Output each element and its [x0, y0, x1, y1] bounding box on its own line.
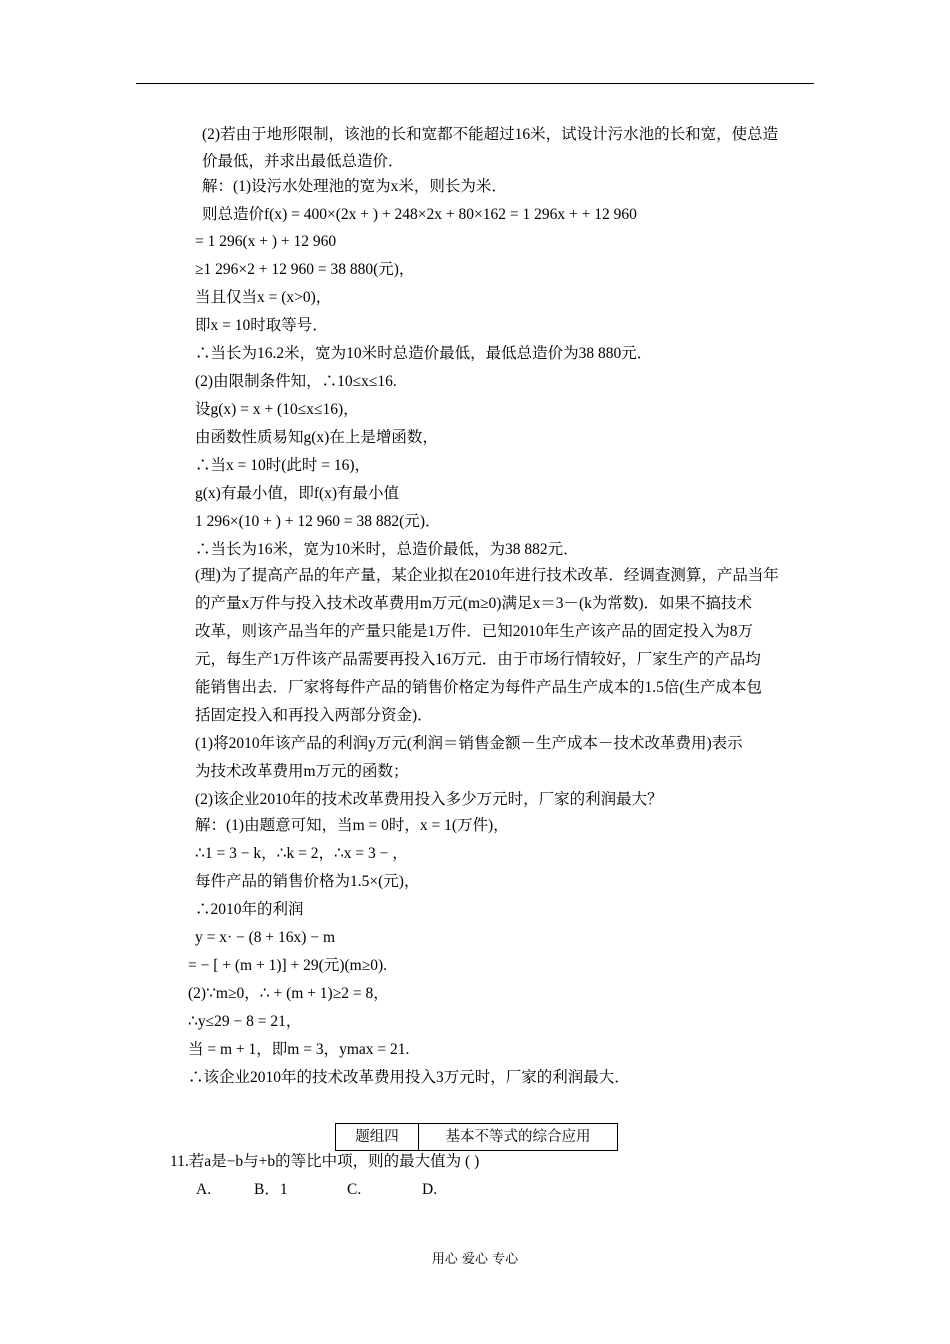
option-a: A. [196, 1181, 212, 1198]
text-line: 则总造价f(x) = 400×(2x + ) + 248×2x + 80×162 = 1 296x + + 12 960 [202, 206, 637, 223]
text-line: (1)将2010年该产品的利润y万元(利润＝销售金额－生产成本－技术改革费用)表示 [195, 735, 743, 752]
text-line: (理)为了提高产品的年产量，某企业拟在2010年进行技术改革．经调查测算，产品当年 [195, 567, 779, 584]
text-line: 当且仅当x = (x>0)， [195, 289, 332, 306]
text-line: ∴当x = 10时(此时 = 16)， [195, 457, 371, 474]
text-line: 能销售出去．厂家将每件产品的销售价格定为每件产品生产成本的1.5倍(生产成本包 [195, 679, 763, 696]
text-line: 1 296×(10 + ) + 12 960 = 38 882(元)． [195, 513, 441, 530]
option-d: D. [422, 1181, 438, 1198]
text-line: ∴y≤29 − 8 = 21， [188, 1013, 302, 1030]
text-line: 11.若a是−b与+b的等比中项，则的最大值为 ( ) [170, 1153, 480, 1170]
text-line: 的产量x万件与投入技术改革费用m万元(m≥0)满足x＝3－(k为常数)．如果不搞技术 [195, 595, 753, 612]
option-b: B．1 [254, 1181, 288, 1198]
text-line: 括固定投入和再投入两部分资金)． [195, 707, 433, 724]
text-line: 由函数性质易知g(x)在上是增函数， [195, 429, 438, 446]
text-line: ∴当长为16.2米，宽为10米时总造价最低，最低总造价为38 880元． [195, 345, 653, 362]
text-line: = 1 296(x + ) + 12 960 [195, 233, 337, 250]
text-line: (2)由限制条件知，∴10≤x≤16. [195, 373, 397, 390]
text-line: 解：(1)由题意可知，当m = 0时，x = 1(万件)， [195, 817, 509, 834]
text-line: (2)若由于地形限制，该池的长和宽都不能超过16米，试设计污水池的长和宽，使总造 [202, 126, 779, 143]
text-line: y = x· − (8 + 16x) − m [195, 929, 336, 946]
text-line: (2)该企业2010年的技术改革费用投入多少万元时，厂家的利润最大？ [195, 791, 663, 808]
text-line: 为技术改革费用m万元的函数； [195, 763, 409, 780]
topic-group-title: 基本不等式的综合应用 [445, 1129, 591, 1145]
page-footer: 用心 爱心 专心 [431, 1252, 519, 1267]
text-line: 价最低，并求出最低总造价． [202, 153, 404, 170]
text-line: 设g(x) = x + (10≤x≤16)， [195, 401, 359, 418]
text-line: 即x = 10时取等号． [195, 317, 328, 334]
header-rule [136, 83, 814, 84]
text-line: 改革，则该产品当年的产量只能是1万件．已知2010年生产该产品的固定投入为8万 [195, 623, 754, 640]
text-line: ≥1 296×2 + 12 960 = 38 880(元)， [195, 261, 415, 278]
option-c: C. [347, 1181, 362, 1198]
text-line: ∴该企业2010年的技术改革费用投入3万元时，厂家的利润最大． [188, 1069, 630, 1086]
topic-group-label: 题组四 [336, 1124, 419, 1150]
text-line: (2)∵m≥0，∴ + (m + 1)≥2 = 8， [188, 985, 389, 1002]
text-line: ∴1 = 3 − k，∴k = 2，∴x = 3 − ， [195, 845, 408, 862]
text-line: 解：(1)设污水处理池的宽为x米，则长为米． [202, 178, 507, 195]
text-line: g(x)有最小值，即f(x)有最小值 [195, 485, 400, 502]
text-line: ∴当长为16米，宽为10米时，总造价最低，为38 882元． [195, 541, 579, 558]
text-line: 每件产品的销售价格为1.5×(元)， [195, 873, 420, 890]
text-line: 元，每生产1万件该产品需要再投入16万元．由于市场行情较好，厂家生产的产品均 [195, 651, 761, 668]
text-line: ∴2010年的利润 [195, 901, 304, 918]
topic-group-box [335, 1123, 618, 1151]
text-line: = − [ + (m + 1)] + 29(元)(m≥0). [188, 957, 387, 974]
text-line: 当 = m + 1，即m = 3，ymax = 21. [188, 1041, 410, 1058]
